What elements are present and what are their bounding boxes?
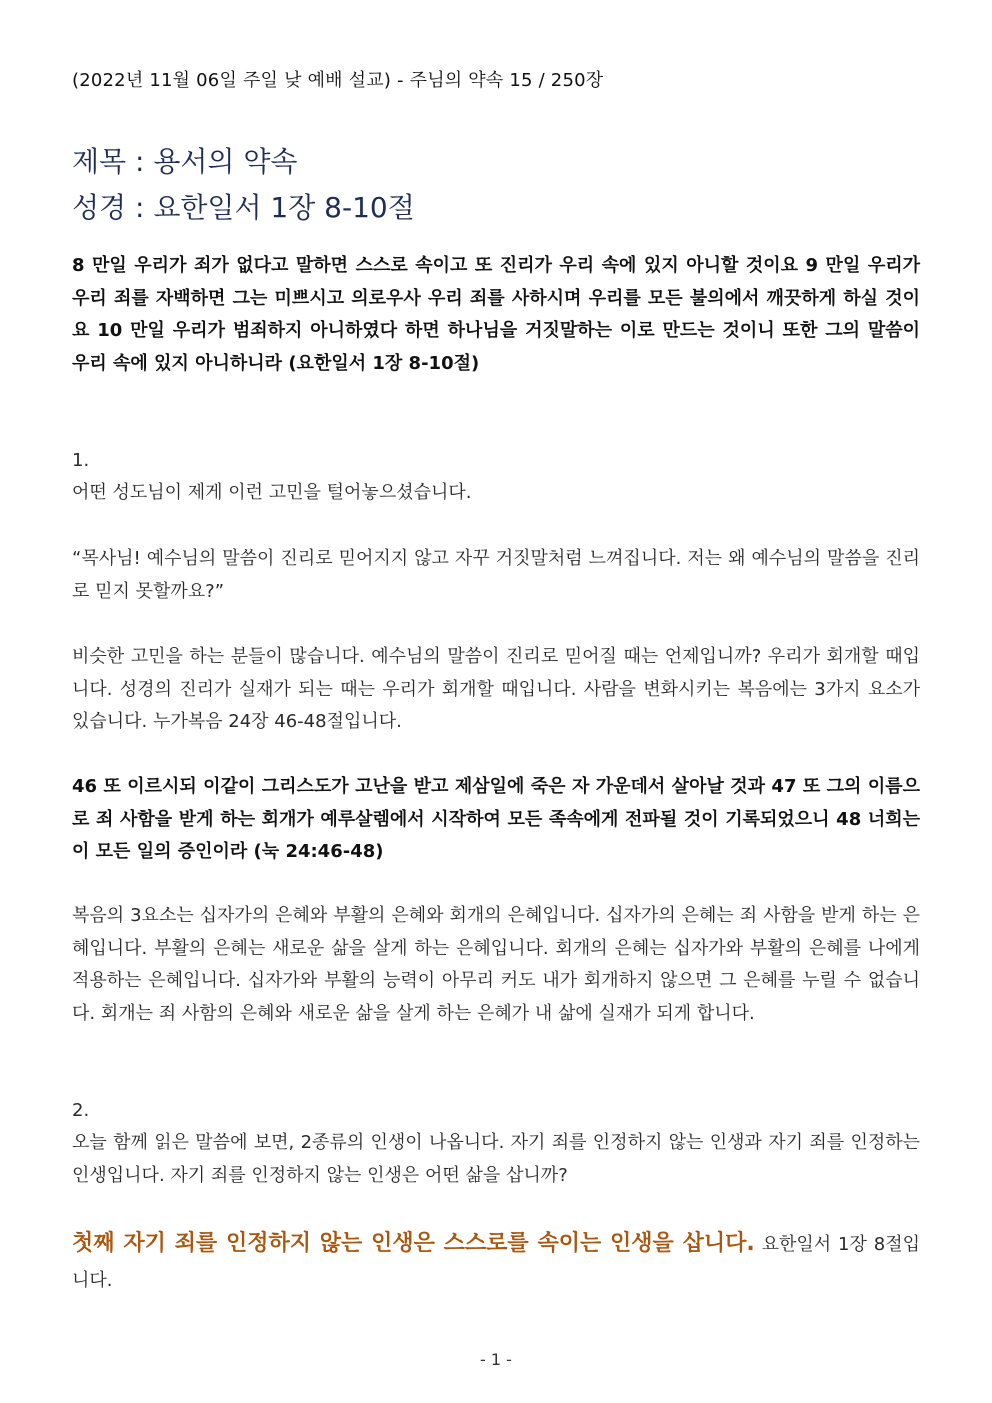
- section-1-paragraph-2: 비슷한 고민을 하는 분들이 많습니다. 예수님의 말씀이 진리로 믿어질 때는 언제입니까? 우리가 회개할 때입니다. 성경의 진리가 실재가 되는 때는 우리가 회개할 때입니다. 사람을 변화시키는 복음에는 3가지 요소가 있습니다. 누가복음 24장 46-48절입니다.: [72, 646, 920, 732]
- section-1-number: 1.: [72, 450, 90, 471]
- sermon-header: (2022년 11월 06일 주일 낮 예배 설교) - 주님의 약속 15 / 250장: [72, 70, 604, 91]
- point-1-reference: 요한일서 1장 8절입니다.: [72, 1234, 920, 1291]
- section-2-number: 2.: [72, 1100, 90, 1121]
- section-1-paragraph-3: 복음의 3요소는 십자가의 은혜와 부활의 은혜와 회개의 은혜입니다. 십자가의 은혜는 죄 사함을 받게 하는 은혜입니다. 부활의 은혜는 새로운 삶을 살게 하는 은혜입니다. 회개의 은혜는 십자가와 부활의 은혜를 나에게 적용하는 은혜입니다. 십자가와 부활의 능력이 아무리 커도 내가 회개하지 않으면 그 은혜를 누릴 수 없습니다. 회개는 죄 사함의 은혜와 새로운 삶을 살게 하는 은혜가 내 삶에 실재가 되게 합니다.: [72, 905, 920, 1024]
- sermon-title: 제목 : 용서의 약속: [72, 145, 298, 178]
- section-1-quote: “목사님! 예수님의 말씀이 진리로 믿어지지 않고 자꾸 거짓말처럼 느껴집니다. 저는 왜 예수님의 말씀을 진리로 믿지 못할까요?”: [72, 548, 920, 602]
- section-2-point-1: [72, 1226, 920, 1299]
- page-number: - 1 -: [480, 1350, 512, 1369]
- section-1-paragraph-1: 어떤 성도님이 제게 이런 고민을 털어놓으셨습니다.: [72, 482, 472, 503]
- section-2-paragraph-1: 오늘 함께 읽은 말씀에 보면, 2종류의 인생이 나옵니다. 자기 죄를 인정하지 않는 인생과 자기 죄를 인정하는 인생입니다. 자기 죄를 인정하지 않는 인생은 어떤 삶을 삽니까?: [72, 1132, 920, 1186]
- scripture-reference: 성경 : 요한일서 1장 8-10절: [72, 191, 415, 224]
- point-1-heading: 첫째 자기 죄를 인정하지 않는 인생은 스스로를 속이는 인생을 삽니다.: [72, 1231, 755, 1256]
- luke-scripture-text: 46 또 이르시되 이같이 그리스도가 고난을 받고 제삼일에 죽은 자 가운데서 살아날 것과 47 또 그의 이름으로 죄 사함을 받게 하는 회개가 예루살렘에서 시작하여 모든 족속에게 전파될 것이 기록되었으니 48 너희는 이 모든 일의 증인이라 (눅 24:46-48): [72, 776, 920, 862]
- scripture-text: 8 만일 우리가 죄가 없다고 말하면 스스로 속이고 또 진리가 우리 속에 있지 아니할 것이요 9 만일 우리가 우리 죄를 자백하면 그는 미쁘시고 의로우사 우리 죄를 사하시며 우리를 모든 불의에서 깨끗하게 하실 것이요 10 만일 우리가 범죄하지 아니하였다 하면 하나님을 거짓말하는 이로 만드는 것이니 또한 그의 말씀이 우리 속에 있지 아니하니라 (요한일서 1장 8-10절): [72, 255, 920, 374]
